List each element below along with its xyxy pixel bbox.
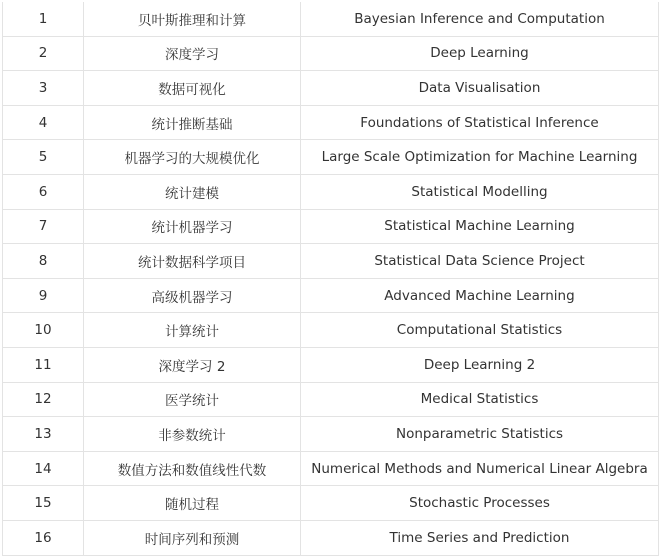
table-row [3,451,659,486]
course-name-english: Bayesian Inference and Computation [301,2,659,36]
course-name-chinese: 高级机器学习 [84,278,301,313]
course-name-chinese: 统计数据科学项目 [84,244,301,279]
table-row [3,174,659,209]
course-name-english: Time Series and Prediction [301,520,659,555]
table-row [3,486,659,521]
table-row [3,520,659,555]
course-name-chinese: 机器学习的大规模优化 [84,140,301,175]
course-name-chinese: 非参数统计 [84,417,301,452]
course-name-chinese: 医学统计 [84,382,301,417]
course-name-english: Stochastic Processes [301,486,659,521]
course-number: 4 [3,105,84,140]
table-row [3,2,659,36]
course-number: 6 [3,174,84,209]
table-row [3,278,659,313]
course-name-chinese: 随机过程 [84,486,301,521]
table-row [3,313,659,348]
course-name-english: Statistical Data Science Project [301,244,659,279]
course-name-english: Advanced Machine Learning [301,278,659,313]
course-number: 1 [3,2,84,36]
course-name-chinese: 时间序列和预测 [84,520,301,555]
course-name-english: Statistical Modelling [301,174,659,209]
course-number: 5 [3,140,84,175]
course-table [2,2,659,556]
course-name-chinese: 深度学习 [84,36,301,71]
course-name-english: Large Scale Optimization for Machine Learning [301,140,659,175]
course-name-chinese: 深度学习 2 [84,347,301,382]
course-number: 14 [3,451,84,486]
table-row [3,244,659,279]
course-number: 15 [3,486,84,521]
course-name-chinese: 数据可视化 [84,71,301,106]
course-name-english: Statistical Machine Learning [301,209,659,244]
course-number: 7 [3,209,84,244]
course-name-english: Deep Learning [301,36,659,71]
course-number: 10 [3,313,84,348]
table-row [3,347,659,382]
course-number: 3 [3,71,84,106]
course-name-english: Medical Statistics [301,382,659,417]
table-row [3,382,659,417]
course-name-english: Data Visualisation [301,71,659,106]
course-table-body [3,2,659,555]
course-name-english: Numerical Methods and Numerical Linear Algebra [301,451,659,486]
table-row [3,71,659,106]
table-row [3,36,659,71]
course-name-chinese: 计算统计 [84,313,301,348]
course-name-english: Foundations of Statistical Inference [301,105,659,140]
course-name-english: Deep Learning 2 [301,347,659,382]
course-name-english: Nonparametric Statistics [301,417,659,452]
course-name-chinese: 数值方法和数值线性代数 [84,451,301,486]
course-name-chinese: 统计推断基础 [84,105,301,140]
course-number: 11 [3,347,84,382]
course-number: 9 [3,278,84,313]
course-number: 16 [3,520,84,555]
course-name-chinese: 统计建模 [84,174,301,209]
course-number: 13 [3,417,84,452]
course-number: 2 [3,36,84,71]
table-row [3,417,659,452]
course-name-chinese: 贝叶斯推理和计算 [84,2,301,36]
course-name-english: Computational Statistics [301,313,659,348]
table-row [3,140,659,175]
course-number: 12 [3,382,84,417]
table-row [3,209,659,244]
course-number: 8 [3,244,84,279]
table-row [3,105,659,140]
course-name-chinese: 统计机器学习 [84,209,301,244]
